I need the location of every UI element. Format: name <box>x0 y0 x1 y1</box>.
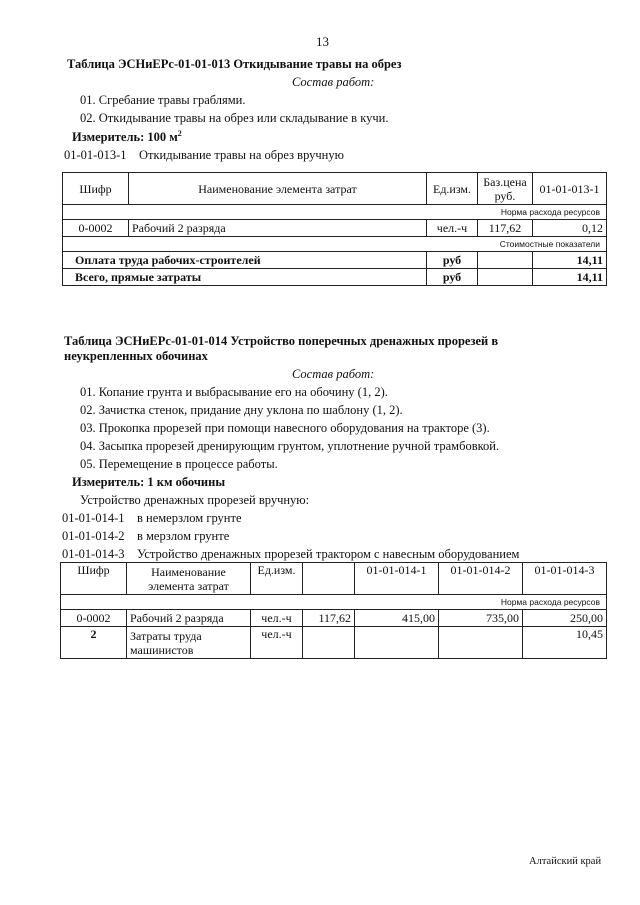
table-1-work-1: 01. Сгребание травы граблями. <box>80 93 246 107</box>
header-unit: Ед.изм. <box>427 173 478 205</box>
sum-1-unit: руб <box>427 252 478 269</box>
row-2-value-2 <box>439 627 523 659</box>
header-name: Наименование элемента затрат <box>129 173 427 205</box>
row-price: 117,62 <box>478 220 533 237</box>
table-2-work-2: 02. Зачистка стенок, придание дну уклона по шаблону (1, 2). <box>80 403 403 417</box>
row-2-value-3: 10,45 <box>523 627 607 659</box>
header-code: Шифр <box>63 173 129 205</box>
row-1-value-1: 415,00 <box>355 610 439 627</box>
table-2-work-5: 05. Перемещение в процессе работы. <box>80 457 278 471</box>
header-resource-2: 01-01-014-2 <box>439 563 523 595</box>
table-1-sostav: Состав работ: <box>292 75 375 89</box>
measurer-text: Измеритель: 100 м <box>72 130 178 145</box>
header-code: Шифр <box>61 563 127 595</box>
row-code: 0-0002 <box>63 220 129 237</box>
table-2-measurer: Измеритель: 1 км обочины <box>72 475 226 489</box>
sum-2-empty <box>478 269 533 286</box>
row-2-name: Затраты труда машинистов <box>127 627 251 659</box>
sum-1-name: Оплата труда рабочих-строителей <box>63 252 427 269</box>
row-2-value-1 <box>355 627 439 659</box>
table-2-sostav: Состав работ: <box>292 367 375 381</box>
norm-label: Норма расхода ресурсов <box>63 205 607 220</box>
row-1-name: Рабочий 2 разряда <box>127 610 251 627</box>
page-number: 13 <box>316 34 329 49</box>
table-1-measurer <box>72 129 182 145</box>
header-resource-1: 01-01-014-1 <box>355 563 439 595</box>
sum-2-name: Всего, прямые затраты <box>63 269 427 286</box>
header-name: Наименование элемента затрат <box>127 563 251 595</box>
row-2-unit: чел.-ч <box>251 627 303 659</box>
measurer-sup: 2 <box>177 129 182 138</box>
norm-label: Норма расхода ресурсов <box>61 595 607 610</box>
table-2-code-2: 01-01-014-2 в мерзлом грунте <box>62 529 230 543</box>
row-2-code: 2 <box>61 627 127 659</box>
row-name: Рабочий 2 разряда <box>129 220 427 237</box>
table-2-work-1: 01. Копание грунта и выбрасывание его на обочину (1, 2). <box>80 385 388 399</box>
row-1-value-2: 735,00 <box>439 610 523 627</box>
row-value: 0,12 <box>533 220 607 237</box>
table-1-code-line: 01-01-013-1 Откидывание травы на обрез вручную <box>64 148 344 162</box>
table-2-work-4: 04. Засыпка прорезей дренирующим грунтом, уплотнение ручной трамбовкой. <box>80 439 500 453</box>
table-2-title-line-1: Таблица ЭСНиЕРс-01-01-014 Устройство поперечных дренажных прорезей в <box>64 334 499 348</box>
table-1-title: Таблица ЭСНиЕРс-01-01-013 Откидывание травы на обрез <box>67 57 402 71</box>
row-2-price <box>303 627 355 659</box>
table-2-code-3: 01-01-014-3 Устройство дренажных прорезей трактором с навесным оборудованием <box>62 547 520 561</box>
table-2-intro: Устройство дренажных прорезей вручную: <box>80 493 310 507</box>
table-2-work-3: 03. Прокопка прорезей при помощи навесного оборудования на тракторе (3). <box>80 421 490 435</box>
header-resource: 01-01-013-1 <box>533 173 607 205</box>
row-1-price: 117,62 <box>303 610 355 627</box>
row-1-unit: чел.-ч <box>251 610 303 627</box>
row-1-value-3: 250,00 <box>523 610 607 627</box>
sum-1-value: 14,11 <box>533 252 607 269</box>
table-1-work-2: 02. Откидывание травы на обрез или складывание в кучи. <box>80 111 389 125</box>
sum-1-empty <box>478 252 533 269</box>
table-2-title-line-2: неукрепленных обочинах <box>64 349 208 363</box>
row-1-code: 0-0002 <box>61 610 127 627</box>
cost-label: Стоимостные показатели <box>63 237 607 252</box>
header-unit: Ед.изм. <box>251 563 303 595</box>
header-price <box>303 563 355 595</box>
table-2 <box>60 562 607 659</box>
table-2-code-1: 01-01-014-1 в немерзлом грунте <box>62 511 242 525</box>
footer-region: Алтайский край <box>529 856 602 867</box>
header-price: Баз.цена руб. <box>478 173 533 205</box>
header-resource-3: 01-01-014-3 <box>523 563 607 595</box>
table-1 <box>62 172 607 286</box>
sum-2-value: 14,11 <box>533 269 607 286</box>
row-unit: чел.-ч <box>427 220 478 237</box>
sum-2-unit: руб <box>427 269 478 286</box>
